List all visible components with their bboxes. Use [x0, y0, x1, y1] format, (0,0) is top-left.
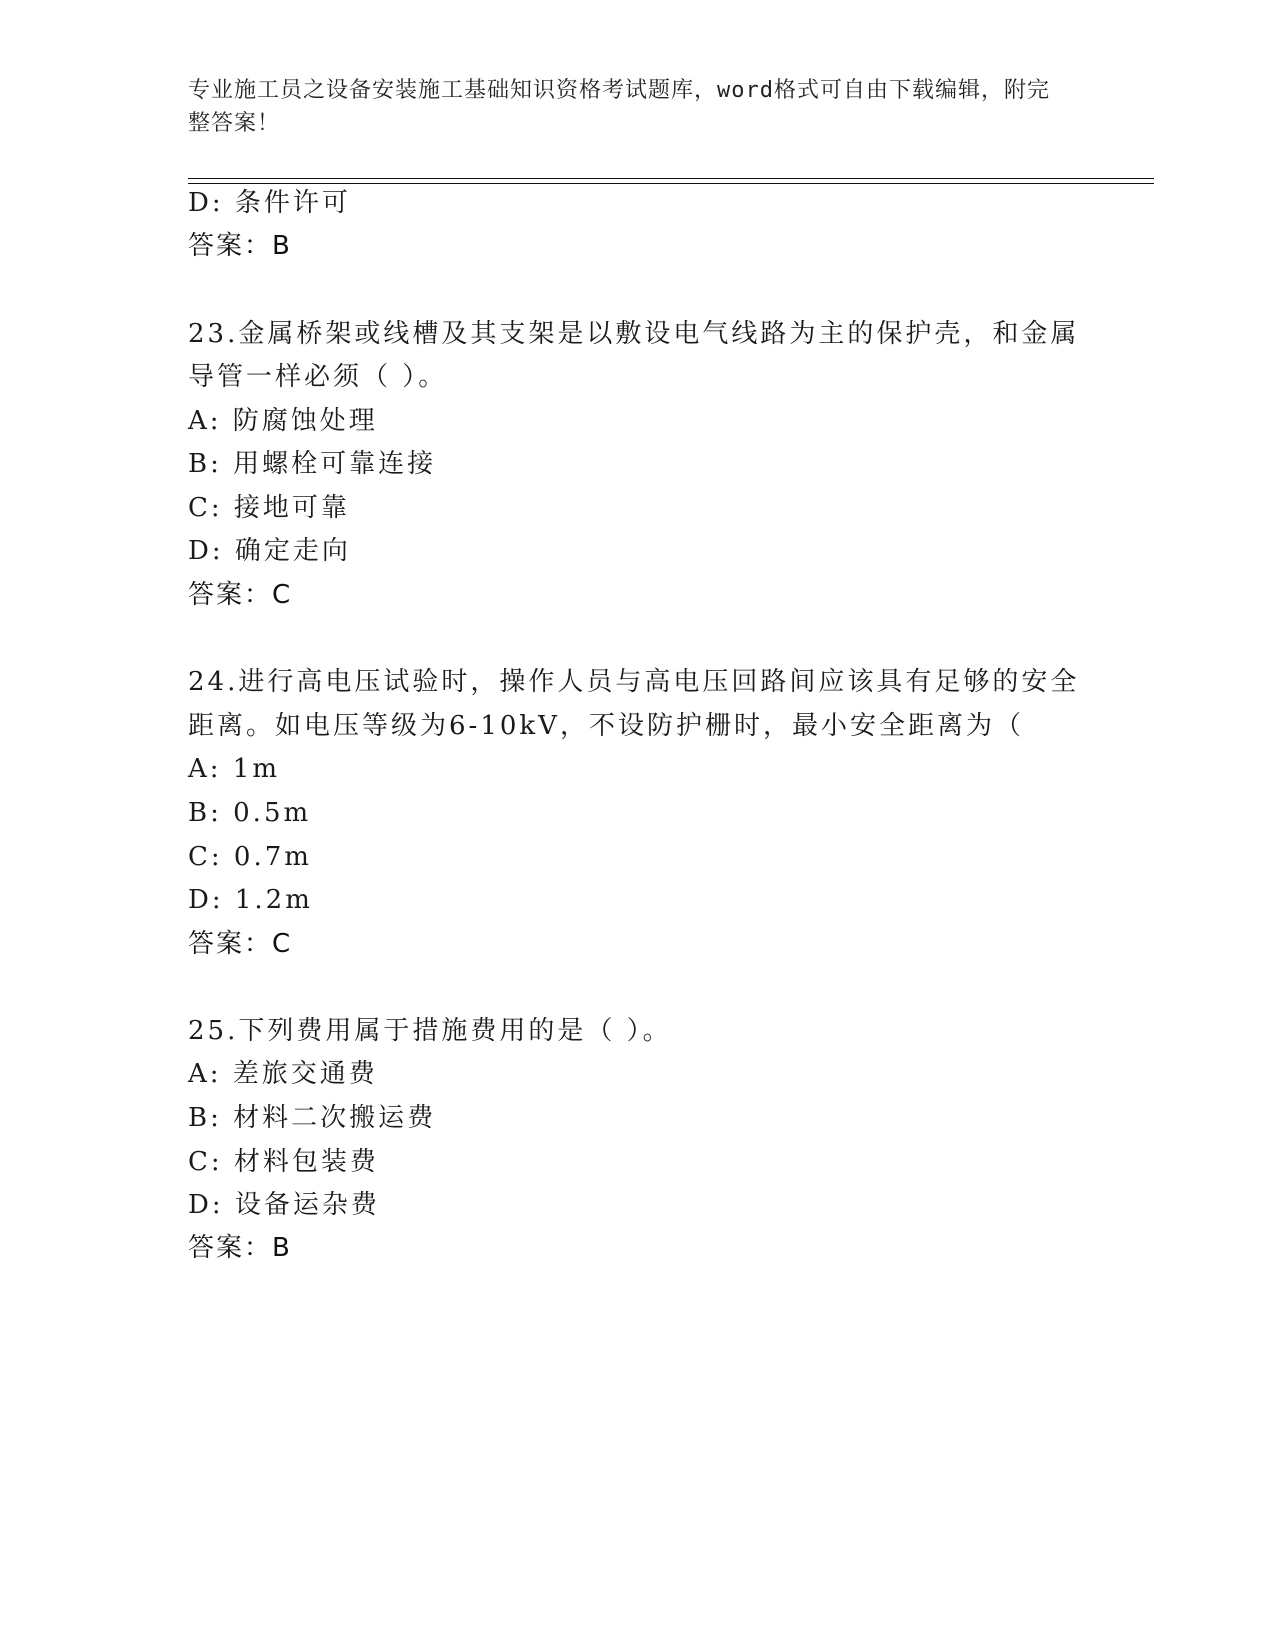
q25-answer: 答案：B — [188, 1233, 292, 1263]
q25-stem-line1: 25.下列费用属于措施费用的是（ ）。 — [188, 1016, 672, 1046]
q25-option-c: C: 材料包装费 — [188, 1147, 379, 1177]
q25-option-d: D: 设备运杂费 — [188, 1190, 380, 1220]
document-header: 专业施工员之设备安装施工基础知识资格考试题库，word格式可自由下载编辑，附完整答案！ — [188, 78, 1050, 136]
header-divider-bottom — [188, 183, 1154, 184]
q24-answer: 答案：C — [188, 929, 293, 959]
q23-option-d: D: 确定走向 — [188, 536, 351, 566]
header-divider-top — [188, 178, 1154, 179]
q23-stem-line2: 导管一样必须（ ）。 — [188, 362, 448, 392]
q23-option-a: A: 防腐蚀处理 — [188, 406, 378, 436]
q25-option-a: A: 差旅交通费 — [188, 1059, 378, 1089]
prev-option-d: D: 条件许可 — [188, 188, 351, 218]
q24-stem-line1: 24.进行高电压试验时，操作人员与高电压回路间应该具有足够的安全 — [188, 667, 1080, 697]
q24-option-c: C: 0.7m — [188, 842, 312, 872]
q23-option-c: C: 接地可靠 — [188, 493, 350, 523]
q24-option-d: D: 1.2m — [188, 885, 313, 915]
q24-option-a: A: 1m — [188, 754, 280, 784]
q24-option-b: B: 0.5m — [188, 798, 312, 828]
q25-option-b: B: 材料二次搬运费 — [188, 1103, 437, 1133]
q23-option-b: B: 用螺栓可靠连接 — [188, 449, 437, 479]
q23-answer: 答案：C — [188, 580, 293, 610]
prev-answer: 答案：B — [188, 231, 292, 261]
q24-stem-line2: 距离。如电压等级为6-10kV，不设防护栅时，最小安全距离为（ — [188, 711, 1024, 741]
q23-stem-line1: 23.金属桥架或线槽及其支架是以敷设电气线路为主的保护壳，和金属 — [188, 319, 1080, 349]
